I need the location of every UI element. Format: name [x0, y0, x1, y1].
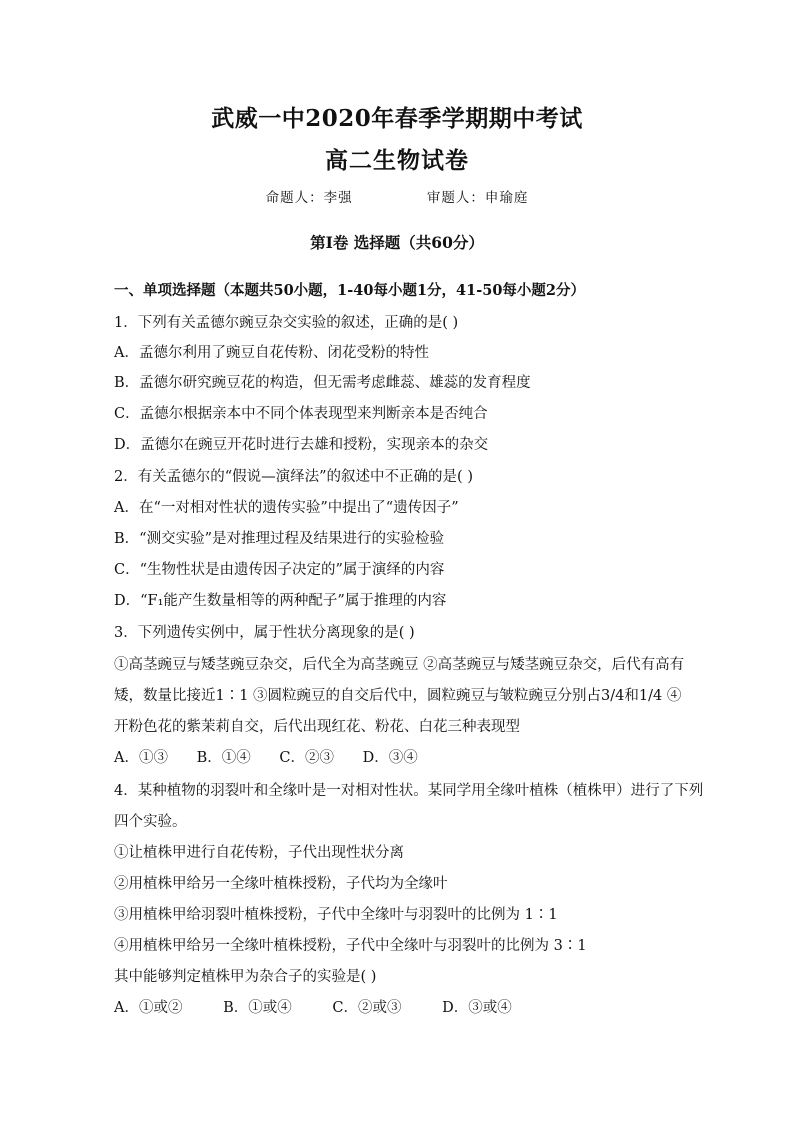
part-heading: 一、单项选择题（本题共50小题，1-40每小题1分，41-50每小题2分） [114, 282, 586, 299]
q4-experiment-1: ①让植株甲进行自花传粉，子代出现性状分离 [114, 845, 404, 861]
q3-options [114, 748, 694, 768]
q2-option-c: C．“生物性状是由遗传因子决定的”属于演绎的内容 [114, 562, 445, 578]
q4-stem: 4．某种植物的羽裂叶和全缘叶是一对相对性状。某同学用全缘叶植株（植株甲）进行了下列 [114, 783, 704, 799]
q3-case-line: 开粉色花的紫茉莉自交，后代出现红花、粉花、白花三种表现型 [114, 719, 520, 735]
q2-option-b: B．“测交实验”是对推理过程及结果进行的实验检验 [114, 531, 444, 547]
exam-title: 武威一中2020年春季学期期中考试 [211, 105, 583, 132]
q4-experiment-2: ②用植株甲给另一全缘叶植株授粉，子代均为全缘叶 [114, 876, 448, 892]
q1-option-c: C．孟德尔根据亲本中不同个体表现型来判断亲本是否纯合 [114, 406, 488, 422]
q3-case-line: ①高茎豌豆与矮茎豌豆杂交，后代全为高茎豌豆 ②高茎豌豆与矮茎豌豆杂交，后代有高有 [114, 657, 685, 673]
section-title: 第Ⅰ卷 选择题（共60分） [310, 233, 484, 252]
q2-option-d: D．“F₁能产生数量相等的两种配子”属于推理的内容 [114, 593, 447, 609]
author-name: 命题人：李强 [265, 190, 353, 206]
q4-experiment-4: ④用植株甲给另一全缘叶植株授粉，子代中全缘叶与羽裂叶的比例为 3∶1 [114, 938, 587, 954]
q2-option-a: A．在“一对相对性状的遗传实验”中提出了“遗传因子” [114, 500, 459, 516]
authors-line [0, 186, 794, 206]
q1-stem: 1．下列有关孟德尔豌豆杂交实验的叙述，正确的是( ) [114, 315, 459, 331]
q3-option-a: A．①③ [114, 750, 168, 766]
q4-option-d: D．③或④ [442, 1000, 512, 1016]
q4-question: 其中能够判定植株甲为杂合子的实验是( ) [114, 969, 377, 985]
q1-option-a: A．孟德尔利用了豌豆自花传粉、闭花受粉的特性 [114, 345, 429, 361]
q4-option-c: C．②或③ [332, 1000, 402, 1016]
q1-option-b: B．孟德尔研究豌豆花的构造，但无需考虑雌蕊、雄蕊的发育程度 [114, 375, 531, 391]
q4-option-a: A．①或② [114, 1000, 183, 1016]
q2-stem: 2．有关孟德尔的“假说—演绎法”的叙述中不正确的是( ) [114, 469, 473, 485]
q3-option-b: B．①④ [196, 750, 251, 766]
q3-option-c: C．②③ [279, 750, 334, 766]
q3-case-line: 矮，数量比接近1∶1 ③圆粒豌豆的自交后代中，圆粒豌豆与皱粒豌豆分别占3/4和1/4 ④ [114, 688, 682, 704]
q4-stem-cont: 四个实验。 [114, 814, 187, 830]
q4-experiment-3: ③用植株甲给羽裂叶植株授粉，子代中全缘叶与羽裂叶的比例为 1∶1 [114, 907, 558, 923]
q3-option-d: D．③④ [362, 750, 418, 766]
q4-options [114, 998, 694, 1018]
q4-option-b: B．①或④ [223, 1000, 292, 1016]
q3-stem: 3．下列遗传实例中，属于性状分离现象的是( ) [114, 625, 415, 641]
q1-option-d: D．孟德尔在豌豆开花时进行去雄和授粉，实现亲本的杂交 [114, 437, 489, 453]
exam-subtitle: 高二生物试卷 [325, 147, 469, 174]
reviewer-name: 审题人：申瑜庭 [426, 190, 529, 206]
